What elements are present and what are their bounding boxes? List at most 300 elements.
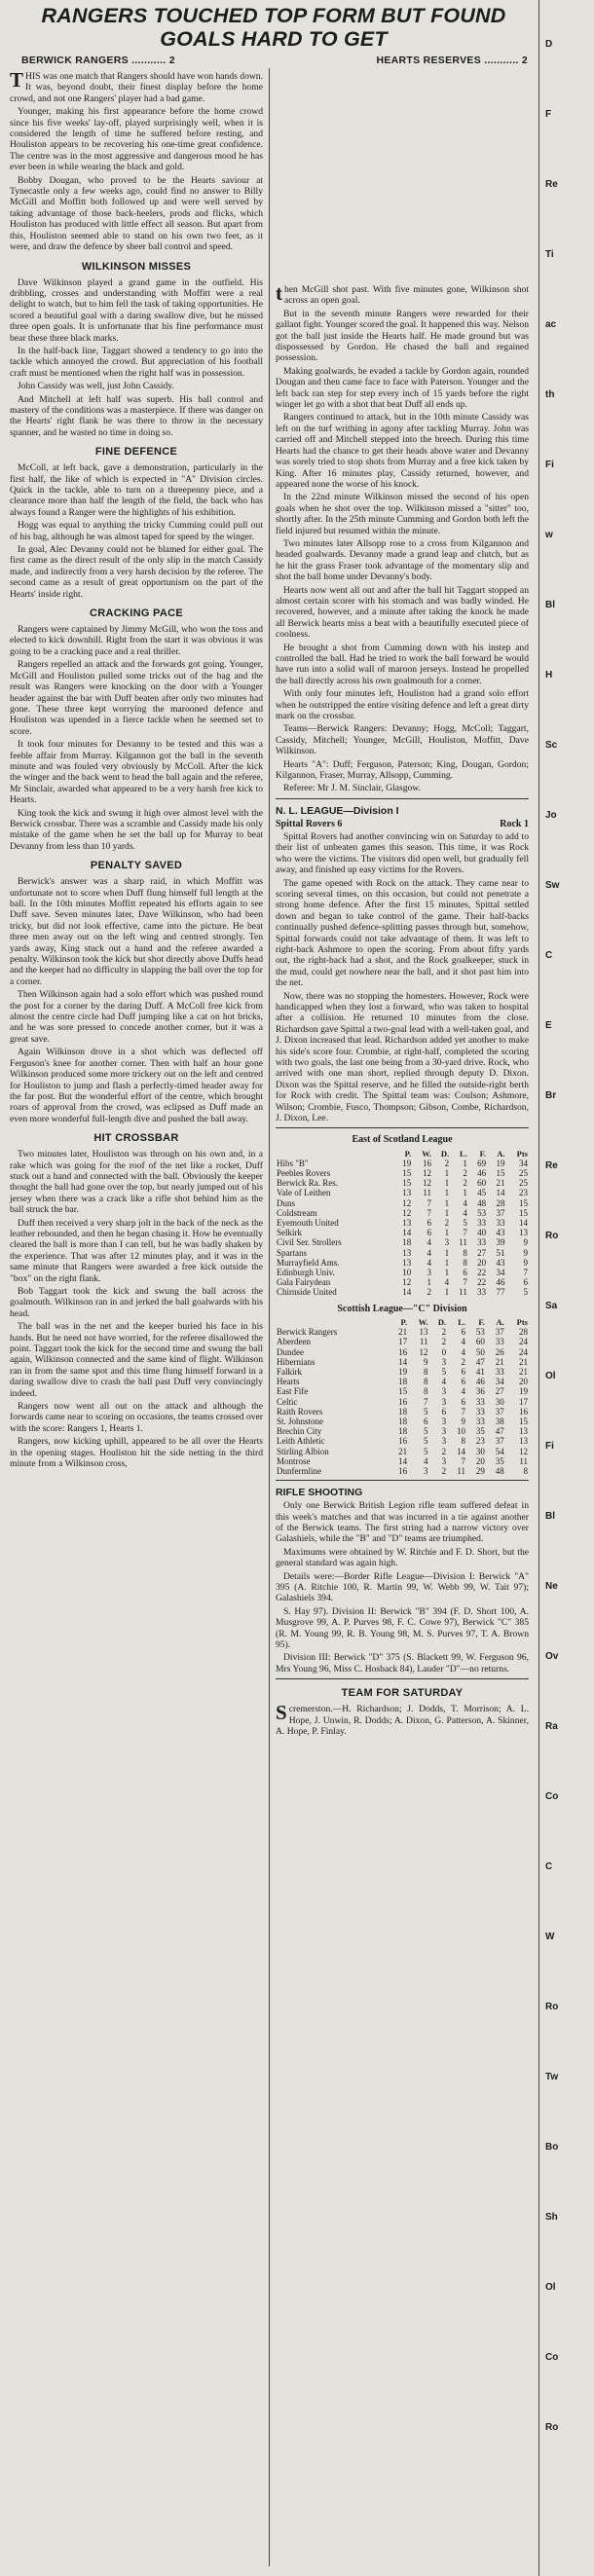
table-cell: 38 [495, 1416, 504, 1426]
table-cell: 4 [424, 1455, 428, 1466]
table-cell: 37 [495, 1327, 504, 1338]
table-cell: 18 [398, 1377, 408, 1387]
edge-fragment: C [545, 950, 553, 961]
table-row [276, 1367, 529, 1377]
table-row [276, 1188, 529, 1197]
table-cell: 13 [419, 1327, 428, 1338]
table-row [276, 1327, 529, 1337]
table-cell: 45 [477, 1188, 487, 1198]
table-cell: 1 [427, 1277, 432, 1288]
table-row [276, 1347, 529, 1357]
edge-fragment: Bl [545, 600, 555, 610]
table-cell: 11 [459, 1237, 467, 1248]
table-cell: 16 [519, 1406, 528, 1417]
table-cell: 4 [463, 1197, 467, 1208]
article-paragraph: In goal, Alec Devanny could not be blamed for either goal. The first came as the direct result of the only slip in the match Cassidy made, and indirectly from a very harsh decision by the referee. The second came as a result of great opportunism on the part of the Hearts' inside right. [10, 544, 263, 600]
table-cell: 60 [475, 1337, 485, 1347]
table-cell: 21 [519, 1356, 528, 1367]
league-table [276, 1302, 529, 1476]
article-paragraph: Rangers continued to attack, but in the 10th minute Cassidy was left on the turf writhing in agony after tackling Murray. John was carried off and Mitchell stepped into the breech. During this time Hearts had the chance to get their heads above water and Devanny was sorely tried to stop shots from Murray and a free kick taken by King. After 16 minutes play, Cassidy returned, however, and appeared none the worse of his knock. [276, 412, 529, 490]
table-cell: 3 [441, 1436, 447, 1447]
table-cell: 5 [463, 1218, 467, 1229]
table-cell-team: Raith Rovers [277, 1406, 323, 1417]
table-cell: 48 [477, 1197, 487, 1208]
divider [276, 1127, 529, 1128]
table-cell: 14 [519, 1218, 528, 1229]
edge-fragment: D [545, 39, 553, 50]
teams-line: Teams—Berwick Rangers: Devanny; Hogg, McColl; Taggart, Cassidy, Mitchell; Younger, McGill, Houliston, Moffitt, Dave Wilkinson. [276, 723, 529, 757]
table-cell: 7 [427, 1197, 432, 1208]
table-cell: 7 [523, 1268, 528, 1278]
table-cell: 2 [427, 1287, 432, 1298]
table-cell: 17 [398, 1337, 408, 1347]
table-cell: 2 [463, 1178, 467, 1189]
table-cell: 11 [519, 1455, 528, 1466]
table-cell: 11 [457, 1465, 465, 1476]
table-cell: 34 [519, 1158, 528, 1168]
edge-fragment: C [545, 1861, 553, 1872]
article-paragraph: And Mitchell at left half was superb. His ball control and mastery of the conditions was a masterpiece. If there was danger on the Hearts' right flank he was there to throw in the necessary spanner, and he wasted no time in doing so. [10, 393, 264, 438]
table-cell: 6 [461, 1366, 465, 1377]
edge-fragment: W [545, 1932, 555, 1942]
table-cell: 14 [398, 1455, 408, 1466]
edge-fragment: Re [545, 179, 558, 190]
table-cell: 16 [398, 1436, 408, 1447]
table-cell: 14 [398, 1356, 408, 1367]
league-table [276, 1132, 529, 1297]
edge-fragment: Ro [545, 2422, 559, 2433]
article-paragraph: John Cassidy was well, just John Cassidy. [18, 381, 174, 392]
away-team: HEARTS RESERVES [376, 55, 482, 66]
table-cell-team: East Fife [277, 1386, 309, 1397]
table-cell: 8 [463, 1257, 467, 1268]
edge-fragment: Sw [545, 880, 560, 891]
edge-fragment: ac [545, 319, 557, 330]
table-cell: 41 [475, 1366, 485, 1377]
table-cell: 40 [477, 1228, 487, 1238]
subhead-crossbar: HIT CROSSBAR [93, 1132, 179, 1145]
table-cell: 2 [461, 1356, 465, 1367]
table-cell: 53 [475, 1327, 485, 1338]
table-cell-team: Gala Fairydean [277, 1277, 331, 1288]
table-cell: 33 [496, 1218, 505, 1229]
edge-fragment: Tw [545, 2072, 559, 2082]
table-cell: 21 [496, 1178, 505, 1189]
scoreline-away: HEARTS RESERVES ........... 2 [376, 55, 528, 66]
article-paragraph: Rangers repelled an attack and the forwards got going. Younger, McGill and Houliston pulled some tricks out of the bag and the result was Rangers were knocking on the door with a Younger header against the bar with Duff beaten after only two minutes had gone. These three kept worrying the marooned defence and Houliston was upended in a fierce tackle when he seemed set to score. [10, 659, 263, 737]
rifle-shooting-head: RIFLE SHOOTING [276, 1487, 363, 1499]
table-cell: 8 [461, 1436, 465, 1447]
table-cell: 12 [423, 1168, 432, 1179]
table-cell: 35 [495, 1455, 504, 1466]
table-cell: 5 [424, 1426, 428, 1437]
table-cell: 1 [444, 1188, 450, 1198]
page-edge-divider [538, 0, 539, 2576]
edge-fragment: E [545, 1020, 552, 1031]
table-cell: 39 [496, 1237, 505, 1248]
article-paragraph: Now, there was no stopping the homesters. However, Rock were handicapped when they lost a forward, who was taken to hospital after a collision. He returned 10 minutes from the close. Richardson gave Spittal a two-goal lead with a well-taken goal, and J. Dixon increased that lead. Richardson added yet another to make his side's score four. Crombie, at right-half, completed the scoring with two goals, the last one being from a 30-yard drive. Rock, who arrived with one man short, replied through deputy D. Dixon. Dixon was the Spittal reserve, and he filled the outside-right berth for Rock with credit. The Spittal team was: Coulson; Ashmore, Wilson; Crombie, Fusco, Thompson; Gibson, Combe, Richardson, J. Dixon, Lee. [276, 990, 529, 1124]
table-cell: 33 [495, 1337, 504, 1347]
article-paragraph: The game opened with Rock on the attack. They came near to scoring several times, on this occasion, but could not penetrate a strong home defence. After the first 15 minutes, Spittal settled down and began to take control of the game. Their half-backs continually pushed defence-splitting passes through but, somehow, Spittal forwards could not take advantage of them. It was left to right-back Ashmore to open the scoring. From about fifty yards out, the right-back had a shot, and the Rock goalkeeper, stuck in the mud, could get nowhere near the ball, and it shot past him into the net. [276, 877, 529, 989]
article-paragraph: It took four minutes for Devanny to be tested and this was a feeble affair from Murray. Kilgannon got the ball in the seventh minute and was fouled very obviously by McColl. After the kick the winger and the back went to head the ball again and the referee, Mr Sinclair, awarded what appeared to be a very harsh free kick to Hearts. [10, 739, 263, 806]
table-cell: 21 [398, 1327, 408, 1338]
article-paragraph: He brought a shot from Cumming down with his instep and controlled the ball. Had he tried to work the ball forward he would have run into a solid wall of maroon jerseys. Instead he propelled the ball directly across his own goalmouth for a corner. [276, 642, 529, 686]
table-cell: 6 [461, 1327, 465, 1338]
table-cell: 9 [523, 1247, 528, 1258]
table-cell: 53 [477, 1207, 487, 1218]
article-paragraph: THIS was one match that Rangers should have won hands down. It was, beyond doubt, their finest display before the home crowd, and not one Rangers' player had a bad game. [10, 68, 263, 104]
table-cell: 4 [441, 1377, 447, 1387]
article-paragraph: In the half-back line, Taggart showed a tendency to go into the tackle which annoyed the crowd. But appreciation of his football craft must be mentioned when the right half was in possession. [10, 345, 263, 379]
table-row [276, 1456, 529, 1466]
table-cell: 15 [519, 1416, 528, 1426]
edge-fragment: Ne [545, 1581, 558, 1592]
edge-fragment: Fi [545, 1441, 554, 1452]
article-paragraph: King took the kick and swung it high over almost level with the Berwick crossbar. There was a scramble and Cassidy made his only mistake of the game when he set the ball up for Murray to beat Devanny from less than 10 yards. [10, 807, 263, 852]
article-paragraph: Bobby Dougan, who proved to be the Hearts saviour at Tynecastle only a few weeks ago, could find no answer to Billy McGill and Moffitt both followed up and were well served by taking advantage of those back-heelers, prods and flicks, which Houliston has produced with little effect all season. But apart from this, Houliston seemed able to stand on his own two feet, as it were, and draw the defence by sheer ball control and speed. [10, 174, 263, 253]
table-cell-team: Falkirk [277, 1366, 302, 1377]
table-cell: 1 [444, 1207, 450, 1218]
table-cell-team: Edinburgh Univ. [277, 1268, 335, 1278]
table-cell-team: Hibs "B" [277, 1158, 309, 1168]
table-cell: 24 [519, 1346, 528, 1357]
table-cell: 46 [477, 1168, 487, 1179]
table-cell: 4 [427, 1247, 432, 1258]
table-cell: 15 [519, 1197, 528, 1208]
table-row [276, 1377, 529, 1386]
table-cell: 46 [496, 1277, 505, 1288]
table-cell: 18 [398, 1416, 408, 1426]
table-cell: 2 [441, 1465, 447, 1476]
table-cell: 4 [463, 1207, 467, 1218]
table-cell: 0 [441, 1346, 447, 1357]
edge-fragment: Ol [545, 1371, 556, 1381]
table-cell: 8 [424, 1386, 428, 1397]
article-paragraph: Then Wilkinson again had a solo effort which was pushed round the post for a corner by the daring Duff. A McColl free kick from almost the centre circle had Duff jumping like a cat on hot bricks, and he was sore pressed to concede another corner, but it was a great save. [10, 989, 263, 1045]
table-cell: 2 [441, 1446, 447, 1456]
table-column-header: L. [460, 1148, 467, 1159]
edge-fragment: w [545, 530, 553, 540]
table-cell: 9 [523, 1237, 528, 1248]
article-paragraph: The ball was in the net and the keeper buried his face in his hands. But he need not have worried, for the referee disallowed the point. Taggart took the kick for the second time and swung the ball again, Wilkinson connected and the same kind of flight. Wilkinson ran in from the same spot and this time flung himself forward in a daring swallow dive to crash the ball past Duff very convincingly indeed. [10, 1321, 263, 1399]
table-cell: 1 [444, 1168, 450, 1179]
table-cell: 29 [475, 1465, 485, 1476]
table-cell: 7 [424, 1396, 428, 1407]
headline: RANGERS TOUCHED TOP FORM BUT FOUND GOALS HARD TO GET [41, 4, 506, 51]
league-table-title: Scottish League—"C" Division [337, 1303, 467, 1314]
table-row [276, 1248, 529, 1258]
table-cell: 19 [402, 1158, 412, 1168]
table-cell: 5 [424, 1446, 428, 1456]
table-cell: 5 [424, 1436, 428, 1447]
article-paragraph: But in the seventh minute Rangers were rewarded for their gallant fight. Younger scored the goal. It happened this way. Nelson got the ball just inside the Hearts half. He made ground but was dispossessed by Gordon. He chased the ball and regained possession. [276, 308, 529, 364]
edge-fragment: Ti [545, 249, 554, 260]
table-cell: 3 [444, 1237, 450, 1248]
divider [276, 1480, 529, 1481]
table-column-header: D. [440, 1148, 450, 1159]
table-cell: 7 [461, 1406, 465, 1417]
table-cell: 54 [495, 1446, 504, 1456]
table-row [276, 1168, 529, 1178]
article-paragraph: Division III: Berwick "D" 375 (S. Blackett 99, W. Ferguson 96, Mrs Young 96, Miss C. Hosback 84), Lauder "D"—no returns. [276, 1652, 529, 1674]
table-cell: 16 [398, 1465, 408, 1476]
table-cell: 3 [441, 1426, 447, 1437]
table-cell: 8 [424, 1377, 428, 1387]
table-cell: 12 [519, 1446, 528, 1456]
table-cell: 19 [398, 1366, 408, 1377]
table-cell: 6 [523, 1277, 528, 1288]
table-cell-team: Hearts [277, 1377, 300, 1387]
table-cell: 13 [402, 1257, 412, 1268]
article-paragraph: Duff then received a very sharp jolt in the back of the neck as the leather rebounded, and then he began chasing it. How he eventually cleared the ball is more than I can tell, but he was badly shaken by the experience. That was after 12 minutes play, and it was in the same minute that Rangers were awarded a free kick outside the "box" on the right flank. [10, 1217, 264, 1284]
table-cell-team: Celtic [277, 1396, 298, 1407]
article-paragraph: Rangers, now kicking uphill, appeared to be all over the Hearts in the opening stages. Houliston hit the side netting in the third minute from a Wilkinson cross, [10, 1436, 263, 1470]
table-row [276, 1386, 529, 1396]
table-cell-team: Civil Ser. Strollers [277, 1237, 342, 1248]
table-cell: 14 [496, 1188, 505, 1198]
article-paragraph: Again Wilkinson drove in a shot which was deflected off Ferguson's knee for another corner. Then with half an hour gone Wilkinson produced some more trickery out on the left and centred for Houliston to jump and flash a perfectly-timed header away for the far post. But the wonderful effort of the centre, which brought roars of approval from the crowd, was eclipsed as Duff made an even more wonderful full-length dive and pushed the ball away. [10, 1047, 263, 1124]
table-cell: 19 [519, 1386, 528, 1397]
table-row [276, 1208, 529, 1218]
subhead-penalty: PENALTY SAVED [90, 860, 183, 872]
table-cell: 27 [477, 1247, 487, 1258]
table-cell-team: Peebles Rovers [277, 1168, 331, 1179]
table-cell-team: Selkirk [277, 1228, 302, 1238]
article-paragraph: With only four minutes left, Houliston had a grand solo effort when he outstripped the entire visiting defence and left a great dirty mark on the crossbar. [276, 688, 529, 722]
article-paragraph: Hearts now went all out and after the ball hit Taggart stopped an almost certain scorer with his stomach and was badly winded. He recovered, however, and a minute after taking the knock he made all Berwick hearts miss a beat with a beautifully executed piece of coolness. [276, 584, 529, 641]
edge-fragment: Bo [545, 2142, 559, 2153]
article-paragraph: Details were:—Border Rifle League—Division I: Berwick "A" 395 (A. Ritchie 100, R. Martin 99, W. Webb 99, W. Tait 97); Galashiels 394. [276, 1570, 529, 1604]
home-score: 2 [168, 55, 175, 66]
table-cell: 1 [444, 1228, 450, 1238]
table-cell: 25 [519, 1178, 528, 1189]
table-cell: 7 [427, 1207, 432, 1218]
table-cell: 33 [475, 1396, 485, 1407]
article-paragraph: Only one Berwick British Legion rifle team suffered defeat in this week's matches and that was incurred in a tie against another of the Berwick teams. The first string had a narrow victory over Galashiels, while the "B" and "D" teams are triumphed. [276, 1500, 529, 1545]
table-cell: 1 [444, 1287, 450, 1298]
table-column-header: Pts [516, 1148, 528, 1159]
edge-fragment: th [545, 389, 555, 400]
table-cell: 33 [475, 1406, 485, 1417]
edge-fragment: Sh [545, 2212, 558, 2223]
table-cell: 3 [424, 1465, 428, 1476]
table-cell: 11 [419, 1337, 428, 1347]
table-column-header: A. [496, 1316, 504, 1327]
table-column-header: W. [418, 1316, 428, 1327]
table-cell: 12 [402, 1197, 412, 1208]
nl-away-team: Rock [500, 818, 522, 829]
table-cell: 16 [398, 1396, 408, 1407]
table-cell: 13 [402, 1247, 412, 1258]
table-cell: 47 [495, 1426, 504, 1437]
table-cell: 23 [475, 1436, 485, 1447]
away-score: 2 [521, 55, 528, 66]
table-cell: 11 [459, 1287, 467, 1298]
table-cell: 5 [441, 1366, 447, 1377]
table-column-header: P. [400, 1316, 408, 1327]
table-cell: 48 [495, 1465, 504, 1476]
table-cell: 1 [463, 1158, 467, 1168]
table-column-header: Pts [516, 1316, 528, 1327]
table-cell: 22 [477, 1268, 487, 1278]
table-cell-team: Montrose [277, 1455, 311, 1466]
table-cell-team: St. Johnstone [277, 1416, 324, 1426]
table-cell: 30 [495, 1396, 504, 1407]
table-cell: 12 [423, 1178, 432, 1189]
table-cell: 21 [495, 1356, 504, 1367]
table-cell: 33 [477, 1287, 487, 1298]
table-cell: 46 [475, 1377, 485, 1387]
table-cell: 51 [496, 1247, 505, 1258]
nl-home-score: 6 [337, 818, 343, 829]
edge-fragment: Ov [545, 1651, 559, 1662]
table-cell: 12 [402, 1277, 412, 1288]
table-row [276, 1268, 529, 1277]
table-row [276, 1228, 529, 1237]
table-cell: 6 [427, 1218, 432, 1229]
table-cell: 15 [402, 1178, 412, 1189]
article-paragraph: Bob Taggart took the kick and swung the ball across the goalmouth. Wilkinson ran in and jerked the ball goalwards with his head. [10, 1286, 263, 1319]
table-cell: 50 [475, 1346, 485, 1357]
team-for-saturday: Scremerston.—H. Richardson; J. Dodds, T. Morrison; A. L. Hope, J. Unwin, R. Dodds; A. Dixon, G. Patterson, A. Skinner, A. Hope, P. Finlay. [276, 1701, 529, 1738]
divider [276, 798, 529, 799]
subhead-pace: CRACKING PACE [90, 607, 183, 620]
table-row [276, 1218, 529, 1228]
table-row [276, 1407, 529, 1417]
table-row [276, 1258, 529, 1268]
scoreline [21, 55, 528, 66]
table-cell: 15 [519, 1207, 528, 1218]
table-cell: 4 [461, 1346, 465, 1357]
edge-fragment: Ro [545, 1231, 559, 1241]
table-row [276, 1277, 529, 1287]
edge-fragment: Co [545, 1791, 559, 1802]
table-cell: 1 [444, 1197, 450, 1208]
table-row [276, 1287, 529, 1297]
table-cell: 16 [423, 1158, 432, 1168]
table-column-header: A. [497, 1148, 505, 1159]
table-cell: 18 [402, 1237, 412, 1248]
nl-away-score: 1 [524, 818, 529, 829]
subhead-wilkinson: WILKINSON MISSES [81, 260, 192, 273]
table-cell: 20 [475, 1455, 485, 1466]
edge-fragment: Fi [545, 460, 554, 470]
table-cell-team: Brechin City [277, 1426, 322, 1437]
table-cell: 14 [402, 1228, 412, 1238]
adjacent-page-fragments [543, 0, 594, 2576]
table-cell: 2 [444, 1218, 450, 1229]
table-cell: 23 [519, 1188, 528, 1198]
article-paragraph: Rangers were captained by Jimmy McGill, who won the toss and elected to kick downhill. Right from the start it was obvious it was going to be a cracking pace and a real thriller. [10, 624, 263, 657]
table-column-header: L. [458, 1316, 465, 1327]
table-cell: 14 [402, 1287, 412, 1298]
table-cell-team: Stirling Albion [277, 1446, 329, 1456]
table-cell: 19 [496, 1158, 505, 1168]
table-cell: 2 [444, 1158, 450, 1168]
table-cell: 24 [519, 1337, 528, 1347]
table-cell: 13 [519, 1426, 528, 1437]
table-row [276, 1466, 529, 1476]
home-team: BERWICK RANGERS [21, 55, 129, 66]
teams-line: Hearts "A": Duff; Ferguson, Paterson; King, Dougan, Gordon; Kilgannon, Fraser, Murray, Allsopp, Cumming. [276, 758, 529, 782]
table-cell: 30 [475, 1446, 485, 1456]
table-cell-team: Hibernians [277, 1356, 316, 1367]
table-cell-team: Duns [277, 1197, 296, 1208]
table-cell: 13 [402, 1218, 412, 1229]
table-cell: 8 [463, 1247, 467, 1258]
table-cell-team: Berwick Rangers [277, 1327, 338, 1338]
table-cell-team: Spartans [277, 1247, 307, 1258]
table-cell: 6 [424, 1416, 428, 1426]
edge-fragment: F [545, 109, 552, 120]
table-cell: 20 [477, 1257, 487, 1268]
column-divider [269, 68, 270, 2566]
table-cell: 12 [419, 1346, 428, 1357]
table-row [276, 1447, 529, 1456]
table-cell: 1 [463, 1188, 467, 1198]
table-cell: 8 [424, 1366, 428, 1377]
scoreline-home: BERWICK RANGERS ........... 2 [21, 55, 175, 66]
article-paragraph: Two minutes later Allsopp rose to a cross from Kilgannon and headed goalwards. Devanny made a grand leap and clutch, but as he hit the grass Fraser took advantage of the momentary slip and shot the ball home under Devanny's body. [276, 537, 529, 583]
edge-fragment: H [545, 670, 553, 681]
table-row [276, 1178, 529, 1188]
table-cell: 28 [496, 1197, 505, 1208]
table-cell: 6 [463, 1268, 467, 1278]
article-paragraph: Two minutes later, Houliston was through on his own and, in a rake which was going for the roof of the net like a rocket, Duff stuck out a hand and connected with the ball. Obviously the keeper thought the ball had gone over the top, but nearly jumped out of his jersey when there was a crack like a rifle shot behind him as the ball struck the bar. [10, 1149, 263, 1216]
table-cell: 13 [519, 1436, 528, 1447]
edge-fragment: Ro [545, 2002, 559, 2012]
table-cell: 34 [496, 1268, 505, 1278]
table-cell: 4 [427, 1257, 432, 1268]
table-cell: 16 [398, 1346, 408, 1357]
table-cell: 21 [398, 1446, 408, 1456]
table-cell: 17 [519, 1396, 528, 1407]
table-row [276, 1159, 529, 1168]
table-cell: 18 [398, 1426, 408, 1437]
article-paragraph: Younger, making his first appearance before the home crowd since his five weeks' lay-off, played surprisingly well, when it is considered the length of time he suffered before resting, and Houliston appears to be recovering his one-time great confidence. The centre was in the most aggressive and dangerous mood he has ever been in while wearing the black and gold. [10, 106, 263, 173]
nl-match-result [276, 819, 529, 829]
table-cell: 4 [444, 1277, 450, 1288]
table-cell: 77 [496, 1287, 505, 1298]
table-cell: 12 [402, 1207, 412, 1218]
table-cell: 22 [477, 1277, 487, 1288]
table-cell: 27 [495, 1386, 504, 1397]
table-cell: 5 [523, 1287, 528, 1298]
table-column-header: D. [437, 1316, 447, 1327]
article-paragraph: In the 22nd minute Wilkinson missed the second of his open goals when he shot over the top. Wilkinson missed a "sitter" too, shortly after. In the 25th minute Cumming and Gordon both left the field injured but resumed within the minute. [276, 492, 529, 536]
nl-home-team: Spittal Rovers [276, 818, 335, 829]
edge-fragment: Br [545, 1090, 557, 1101]
table-cell-team: Coldstream [277, 1207, 317, 1218]
table-column-header: F. [479, 1148, 487, 1159]
table-cell: 20 [519, 1377, 528, 1387]
article-paragraph: S. Hay 97). Division II: Berwick "B" 394 (F. D. Short 100, A. Musgrove 99, A. P. Purves 98, F. C. Cowe 97), Berwick "C" 385 (R. M. Young 99, R. B. Young 98, M. S. Purves 97, T. A. Brown 95). [276, 1605, 529, 1651]
table-cell: 6 [427, 1228, 432, 1238]
table-header-team [276, 1317, 389, 1327]
table-row [276, 1417, 529, 1426]
table-cell: 3 [441, 1396, 447, 1407]
team-for-saturday-head: TEAM FOR SATURDAY [341, 1687, 464, 1700]
table-cell: 5 [424, 1406, 428, 1417]
table-cell: 14 [457, 1446, 465, 1456]
league-table-title: East of Scotland League [352, 1134, 453, 1146]
table-cell: 4 [461, 1337, 465, 1347]
table-row [276, 1357, 529, 1367]
table-cell: 60 [477, 1178, 487, 1189]
table-cell: 37 [495, 1436, 504, 1447]
table-row [276, 1337, 529, 1346]
table-cell: 6 [461, 1377, 465, 1387]
